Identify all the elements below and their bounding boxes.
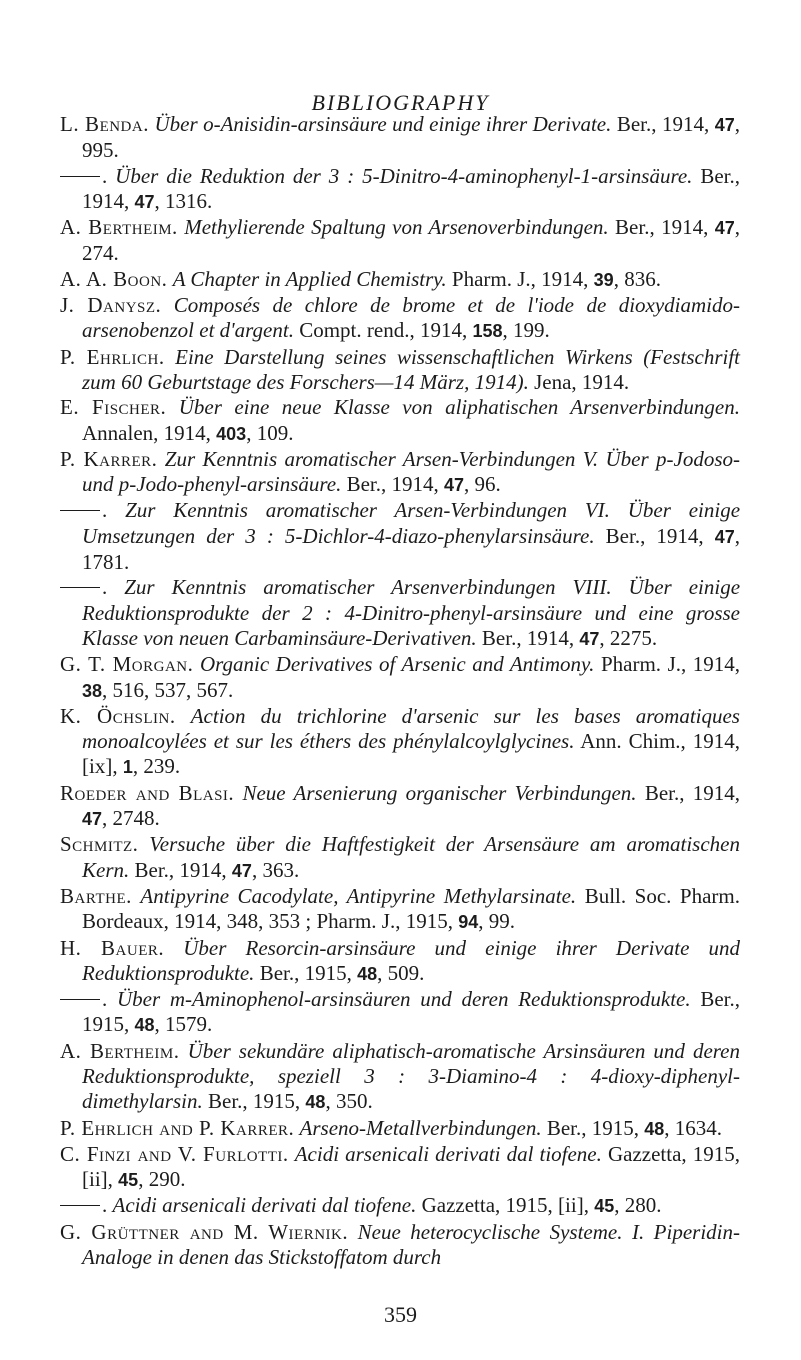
entry-author: Barthe. [60,883,132,908]
ditto-dash [60,510,100,511]
bibliography-entry [60,704,740,781]
entry-journal: Ber., 1914, [605,523,715,548]
entry-pages: , 2275. [599,625,658,650]
entry-journal: Ann. Chim., 1914, [ix], [82,729,741,779]
bibliography-entry [60,1220,740,1271]
entry-author: L. Benda. [60,112,149,136]
entry-author: Schmitz. [60,832,139,857]
entry-title: Über eine neue Klasse von aliphatischen Arsenverbindungen. [178,395,740,420]
entry-title: Composés de chlore de brome et de l'iode de dioxydiamido-arsenobenzol et d'argent. [82,293,741,343]
entry-journal: Jena, 1914. [534,369,630,394]
entry-volume: 47 [82,809,103,830]
entry-title: Action du trichlorine d'arsenic sur les bases aromatiques monoalcoylées et sur les éthers des phénylalcoylglycines. [82,703,740,754]
entry-author: E. Fischer. [60,395,167,420]
bibliography-entry: . Acidi arsenicali derivati dal tiofene. Gazzetta, 1915, [ii], 45, 280. [60,1193,740,1219]
ditto-dash [60,587,100,588]
entry-title: Über sekundäre aliphatisch-aromatische Arsinsäuren und deren Reduktionsprodukte, speziell 3 : 3-Diamino-4 : 4-dioxy-diphenyl-dimethylarsin. [82,1038,741,1114]
entry-author: G. T. Morgan. [60,652,194,677]
entry-volume: 1 [122,757,133,778]
entry-pages: , 1634. [664,1115,723,1140]
entry-volume: 403 [216,423,247,444]
bibliography-entry [60,345,740,396]
entry-pages: , 290. [138,1167,186,1192]
bibliography-entry: . Zur Kenntnis aromatischer Arsen-Verbindungen VI. Über einige Umsetzungen der 3 : 5-Dichlor-4-diazo-phenylarsinsäure. Ber., 1914, 47, 1781. [60,498,740,575]
entry-title: Über die Reduktion der 3 : 5-Dinitro-4-aminophenyl-1-arsinsäure. [115,163,693,188]
entry-journal: Compt. rend., 1914, [299,318,473,343]
entry-journal: Ber., 1914, [481,625,580,650]
entry-author: K. Öchslin. [60,703,176,728]
bibliography-entry [60,781,740,833]
bibliography-entry [60,1039,740,1116]
entry-pages: , 96. [464,472,501,497]
entry-author: A. Bertheim. [60,215,178,240]
entry-volume: 47 [579,628,600,649]
bibliography-entry [60,1116,740,1142]
bibliography-list [60,112,740,1270]
entry-title: Arseno-Metallverbindungen. [299,1115,542,1140]
entry-journal: Ber., 1914, [346,472,445,497]
entry-title: Versuche über die Haftfestigkeit der Arsensäure am aromatischen Kern. [82,832,740,882]
entry-pages: , 350. [325,1089,373,1114]
entry-title: Zur Kenntnis aromatischer Arsen-Verbindungen VI. Über einige Umsetzungen der 3 : 5-Dichlor-4-diazo-phenylarsinsäure. [82,498,741,548]
entry-journal: Ber., 1915, [208,1089,306,1114]
entry-journal: Ber., 1914, [644,780,741,805]
entry-volume: 94 [458,912,479,933]
entry-journal: Ber., 1915, [259,960,358,985]
entry-volume: 48 [644,1118,665,1139]
entry-pages: , 280. [614,1193,662,1218]
entry-author: P. Karrer. [60,446,158,471]
bibliography-entry [60,884,740,936]
entry-journal: Ber., 1915, [82,987,741,1037]
entry-volume: 47 [714,526,735,547]
entry-pages: , 1781. [82,523,740,575]
entry-pages: , 239. [132,754,181,779]
bibliography-entry [60,215,740,267]
entry-volume: 39 [593,269,614,290]
bibliography-entry [60,652,740,704]
entry-title: Methylierende Spaltung von Arsenoverbindungen. [184,215,609,240]
entry-journal: Ber., 1914, [134,857,232,882]
ditto-dash [60,1205,100,1206]
entry-pages: , 1579. [154,1012,213,1037]
entry-title: Acidi arsenicali derivati dal tiofene. [112,1193,417,1218]
entry-title: Antipyrine Cacodylate, Antipyrine Methylarsinate. [140,883,577,908]
entry-volume: 45 [118,1170,139,1191]
entry-pages: , 836. [613,266,661,291]
entry-title: Neue Arsenierung organischer Verbindungen. [242,780,637,805]
entry-volume: 38 [82,680,103,701]
entry-title: Über m-Aminophenol-arsinsäuren und deren Reduktionsprodukte. [116,987,691,1012]
entry-journal: Ber., 1914, [82,163,741,213]
entry-author: P. Ehrlich and P. Karrer. [60,1115,295,1140]
entry-pages: , 363. [251,857,300,882]
bibliography-entry [60,293,740,345]
entry-title: Acidi arsenicali derivati dal tiofene. [294,1141,602,1166]
entry-journal: Pharm. J., 1914, [451,266,594,291]
entry-volume: 47 [714,115,735,135]
entry-title: A Chapter in Applied Chemistry. [172,266,447,291]
bibliography-entry [60,447,740,499]
entry-pages: , 99. [478,909,516,934]
bibliography-entry: . Über die Reduktion der 3 : 5-Dinitro-4-aminophenyl-1-arsinsäure. Ber., 1914, 47, 1316. [60,164,740,216]
entry-author: Roeder and Blasi. [60,780,235,805]
entry-title: Eine Darstellung seines wissenschaftlichen Wirkens (Festschrift zum 60 Geburtstage des Forschers—14 März, 1914). [82,344,741,394]
entry-pages: , 1316. [154,188,213,213]
entry-journal: Gazzetta, 1915, [ii], [82,1141,740,1192]
entry-pages: , 516, 537, 567. [102,677,234,702]
entry-title: Über o-Anisidin-arsinsäure und einige ihrer Derivate. [154,112,612,136]
page-number: 359 [384,1302,417,1327]
entry-volume: 45 [594,1196,615,1217]
entry-author: G. Grüttner and M. Wiernik. [60,1219,349,1244]
entry-author: A. Bertheim. [60,1038,180,1063]
entry-pages: , 995. [82,112,741,163]
entry-volume: 47 [231,860,252,881]
entry-title: Organic Derivatives of Arsenic and Antimony. [199,652,595,677]
entry-journal: Annalen, 1914, [82,420,217,445]
entry-volume: 48 [134,1015,155,1036]
entry-volume: 48 [357,963,378,984]
entry-author: J. Danysz. [60,293,162,318]
running-head: BIBLIOGRAPHY [311,90,490,115]
entry-journal: Ber., 1914, [616,112,715,136]
entry-pages: , 199. [502,318,550,343]
entry-author: H. Bauer. [60,935,165,960]
entry-volume: 158 [472,321,503,342]
entry-journal: Ber., 1914, [615,215,715,240]
entry-pages: , 509. [377,960,425,985]
entry-pages: , 274. [82,215,740,266]
bibliography-entry [60,395,740,447]
entry-author: C. Finzi and V. Furlotti. [60,1141,289,1166]
bibliography-entry [60,1142,740,1194]
entry-pages: , 2748. [102,806,160,831]
entry-title: Über Resorcin-arsinsäure und einige ihrer Derivate und Reduktionsprodukte. [82,935,741,985]
entry-journal: Pharm. J., 1914, [600,652,741,677]
entry-journal: Ber., 1915, [546,1115,645,1140]
entry-title: Zur Kenntnis aromatischer Arsen-Verbindungen V. Über p-Jodoso- und p-Jodo-phenyl-arsinsäure. [82,446,741,497]
ditto-dash [60,176,100,177]
entry-journal: Gazzetta, 1915, [ii], [421,1193,595,1218]
bibliography-entry: . Zur Kenntnis aromatischer Arsenverbindungen VIII. Über einige Reduktionsprodukte der 2 : 4-Dinitro-phenyl-arsinsäure und eine grosse Klasse von neuen Carbaminsäure-Derivativen. Ber., 1914, 47, 2275. [60,575,740,652]
bibliography-entry [60,267,740,293]
entry-pages: , 109. [246,420,294,445]
entry-title: Zur Kenntnis aromatischer Arsenverbindungen VIII. Über einige Reduktionsprodukte der 2 : 4-Dinitro-phenyl-arsinsäure und eine grosse Klasse von neuen Carbaminsäure-Derivativen. [82,575,741,650]
entry-author: A. A. Boon. [60,266,168,291]
bibliography-entry: . Über m-Aminophenol-arsinsäuren und deren Reduktionsprodukte. Ber., 1915, 48, 1579. [60,987,740,1039]
entry-journal: Bull. Soc. Pharm. Bordeaux, 1914, 348, 353 ; Pharm. J., 1915, [82,883,741,934]
entry-volume: 47 [714,218,735,239]
entry-volume: 47 [134,191,155,212]
entry-author: P. Ehrlich. [60,344,165,369]
bibliography-entry [60,936,740,988]
entry-title: Neue heterocyclische Systeme. I. Piperidin-Analoge in denen das Stickstoffatom durch [82,1219,741,1270]
bibliography-entry [60,832,740,884]
entry-volume: 47 [444,475,465,496]
ditto-dash [60,999,100,1000]
bibliography-entry [60,112,740,164]
entry-volume: 48 [305,1092,326,1113]
